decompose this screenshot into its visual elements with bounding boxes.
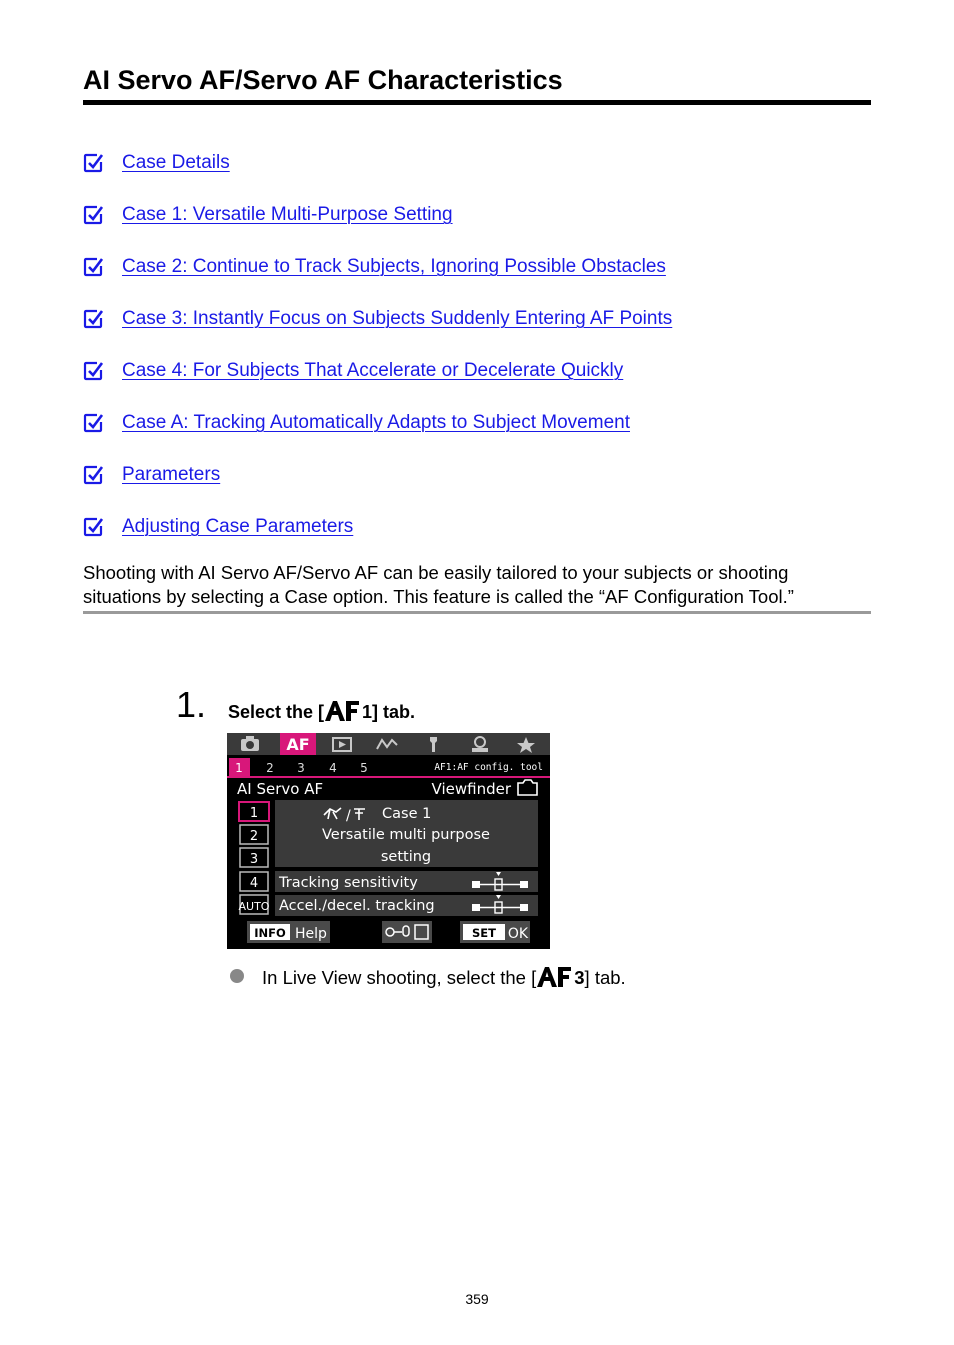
af-tab-label: AF: [286, 735, 310, 754]
toc-link[interactable]: Case 4: For Subjects That Accelerate or Decelerate Quickly: [122, 360, 624, 381]
subtab-3: 3: [297, 761, 305, 775]
live-view-note: [230, 965, 626, 991]
toc-link[interactable]: Case Details: [122, 152, 230, 173]
intro-paragraph: Shooting with AI Servo AF/Servo AF can be easily tailored to your subjects or shooting situations by selecting a Case option. This feature is called the “AF Configuration Tool.”: [83, 562, 794, 607]
toc-item: [83, 252, 672, 304]
step-text-after: ] tab.: [372, 702, 416, 722]
set-ok-label: OK: [507, 926, 529, 942]
mode-label: AI Servo AF: [237, 780, 324, 798]
toc-link[interactable]: Case 3: Instantly Focus on Subjects Suddenly Entering AF Points: [122, 308, 673, 329]
af-tab-icon: [536, 966, 574, 988]
page-title: AI Servo AF/Servo AF Characteristics: [83, 62, 871, 105]
checkbox-check-icon: [83, 517, 103, 537]
case-button-1: 1: [249, 806, 259, 821]
checkbox-check-icon: [83, 153, 103, 173]
checkbox-check-icon: [83, 361, 103, 381]
note-text-before: In Live View shooting, select the [: [262, 967, 537, 988]
set-key: SET: [472, 926, 496, 940]
toc-item: [83, 200, 672, 252]
case-button-auto: AUTO: [238, 900, 270, 913]
checkbox-check-icon: [83, 413, 103, 433]
section-divider: [83, 611, 871, 614]
svg-text:/: /: [346, 808, 351, 824]
info-help-label: Help: [295, 926, 327, 942]
toc-item: [83, 304, 672, 356]
info-key: INFO: [254, 926, 286, 940]
case-button-3: 3: [249, 852, 259, 867]
toc-list: [83, 148, 672, 564]
case-button-4: 4: [249, 876, 259, 891]
toc-link[interactable]: Case 1: Versatile Multi-Purpose Setting: [122, 204, 453, 225]
param-tracking-sensitivity: Tracking sensitivity: [279, 875, 418, 891]
af-tab-icon: [324, 700, 362, 722]
case-description-line2: setting: [380, 849, 432, 865]
note-text-after: ] tab.: [584, 967, 626, 988]
bullet-icon: [230, 969, 244, 983]
checkbox-check-icon: [83, 309, 103, 329]
note-tab-number: 3: [574, 967, 585, 988]
toc-link[interactable]: Case A: Tracking Automatically Adapts to Subject Movement: [122, 412, 630, 433]
toc-item: [83, 408, 672, 460]
page-number: 359: [465, 1291, 489, 1307]
param-accel-decel-tracking: Accel./decel. tracking: [279, 898, 435, 914]
checkbox-check-icon: [83, 205, 103, 225]
step-text-before: Select the [: [228, 702, 325, 722]
toc-item: [83, 148, 672, 200]
menu-id-label: AF1:AF config. tool: [434, 762, 543, 773]
subtab-1: 1: [235, 761, 243, 775]
checkbox-check-icon: [83, 465, 103, 485]
case-title: Case 1: [382, 806, 432, 822]
toc-link[interactable]: Parameters: [122, 464, 221, 485]
toc-link[interactable]: Case 2: Continue to Track Subjects, Ignoring Possible Obstacles: [122, 256, 666, 277]
subtab-5: 5: [360, 761, 368, 775]
toc-item: [83, 512, 672, 564]
toc-item: [83, 356, 672, 408]
finder-label: Viewfinder: [431, 780, 511, 798]
toc-item: [83, 460, 672, 512]
step-tab-number: 1: [362, 702, 373, 722]
step-number: 1.: [176, 684, 207, 725]
case-description-line1: Versatile multi purpose: [322, 827, 490, 843]
subtab-4: 4: [329, 761, 337, 775]
subtab-2: 2: [266, 761, 274, 775]
toc-link[interactable]: Adjusting Case Parameters: [122, 516, 354, 537]
checkbox-check-icon: [83, 257, 103, 277]
step-instruction: [228, 700, 415, 724]
camera-menu-screenshot: [227, 733, 550, 949]
case-button-2: 2: [249, 829, 259, 844]
